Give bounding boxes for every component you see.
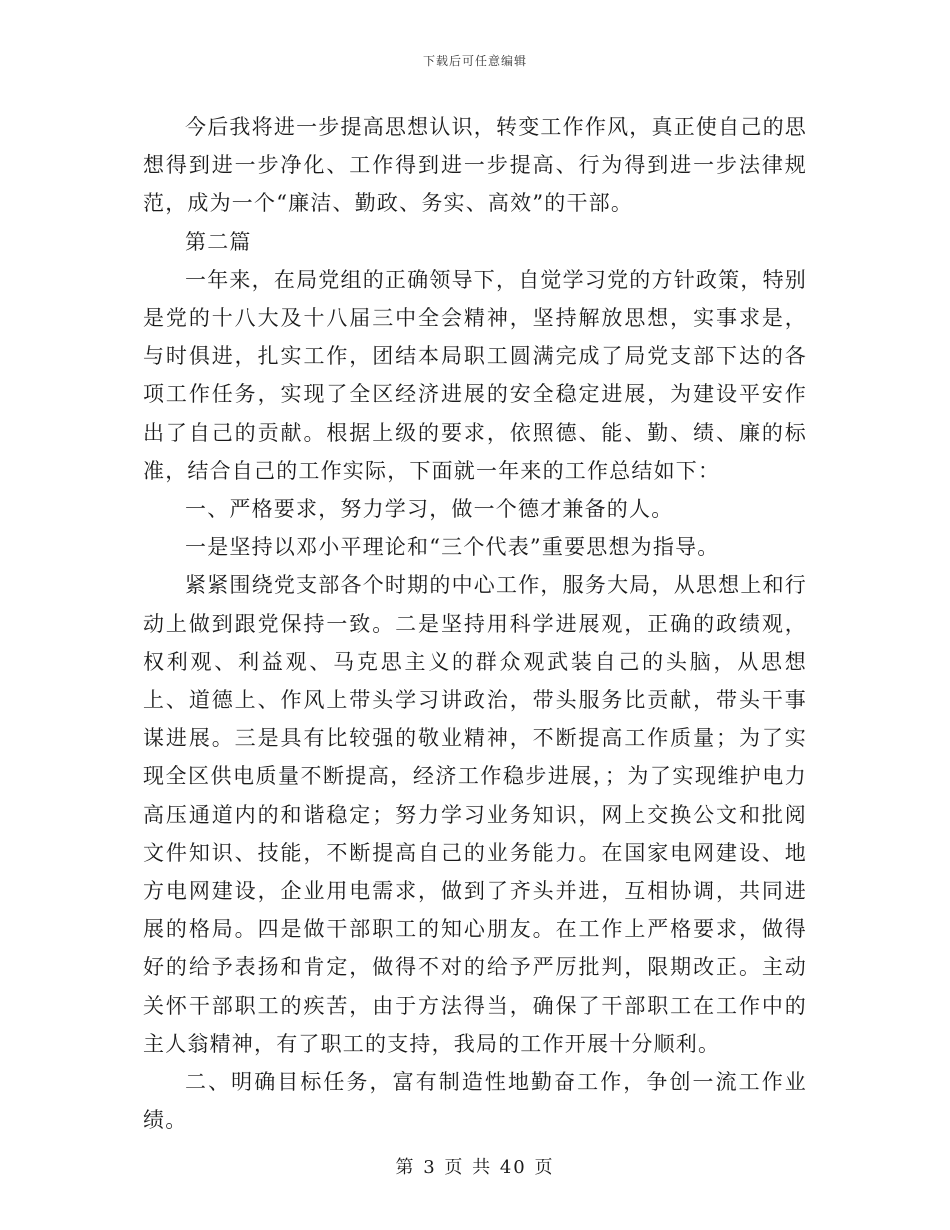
paragraph: 今后我将进一步提高思想认识，转变工作作风，真正使自己的思想得到进一步净化、工作得到进一步提高、行为得到进一步法律规范，成为一个“廉洁、勤政、务实、高效”的干部。 xyxy=(143,115,807,216)
paragraph: 一、严格要求，努力学习，做一个德才兼备的人。 xyxy=(185,497,674,522)
document-body xyxy=(143,108,807,1139)
page-header: 下载后可任意编辑 xyxy=(422,54,527,68)
paragraph: 紧紧围绕党支部各个时期的中心工作，服务大局，从思想上和行动上做到跟党保持一致。二是坚持用科学进展观，正确的政绩观，权利观、利益观、马克思主义的群众观武装自己的头脑，从思想上、道德上、作风上带头学习讲政治，带头服务比贡献，带头干事谋进展。三是具有比较强的敬业精神，不断提高工作质量；为了实现全区供电质量不断提高，经济工作稳步进展，；为了实现维护电力高压通道内的和谐稳定；努力学习业务知识，网上交换公文和批阅文件知识、技能，不断提高自己的业务能力。在国家电网建设、地方电网建设，企业用电需求，做到了齐头并进，互相协调，共同进展的格局。四是做干部职工的知心朋友。在工作上严格要求，做得好的给予表扬和肯定，做得不对的给予严厉批判，限期改正。主动关怀干部职工的疾苦，由于方法得当，确保了干部职工在工作中的主人翁精神，有了职工的支持，我局的工作开展十分顺利。 xyxy=(143,573,807,1056)
paragraph: 二、明确目标任务，富有制造性地勤奋工作，争创一流工作业绩。 xyxy=(143,1070,807,1133)
paragraph: 一是坚持以邓小平理论和“三个代表”重要思想为指导。 xyxy=(185,535,720,560)
page-number-footer: 第 3 页 共 40 页 xyxy=(395,1157,555,1178)
section-heading: 第二篇 xyxy=(185,229,252,254)
paragraph: 一年来，在局党组的正确领导下，自觉学习党的方针政策，特别是党的十八大及十八届三中全会精神，坚持解放思想，实事求是，与时俱进，扎实工作，团结本局职工圆满完成了局党支部下达的各项工作任务，实现了全区经济进展的安全稳定进展，为建设平安作出了自己的贡献。根据上级的要求，依照德、能、勤、绩、廉的标准，结合自己的工作实际，下面就一年来的工作总结如下： xyxy=(143,267,807,483)
